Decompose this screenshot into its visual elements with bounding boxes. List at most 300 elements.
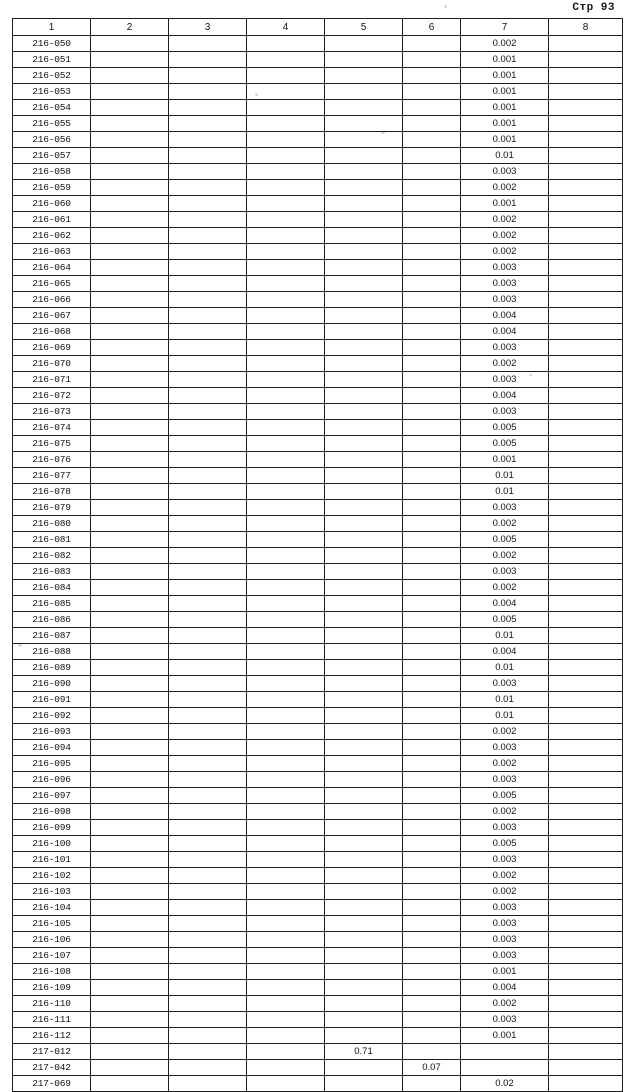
- table-row: [13, 772, 623, 788]
- table-cell: [403, 68, 461, 84]
- table-cell: [91, 356, 169, 372]
- table-cell: [91, 292, 169, 308]
- table-cell: [403, 788, 461, 804]
- table-cell: [403, 692, 461, 708]
- table-cell: [169, 548, 247, 564]
- row-id-cell: 216-076: [13, 452, 91, 468]
- table-row: [13, 308, 623, 324]
- table-cell: [247, 740, 325, 756]
- table-cell: [403, 388, 461, 404]
- table-row: [13, 420, 623, 436]
- table-cell: [403, 852, 461, 868]
- table-cell: [247, 36, 325, 52]
- table-cell: [247, 724, 325, 740]
- table-cell: [403, 612, 461, 628]
- table-cell: [403, 420, 461, 436]
- table-cell: [325, 1076, 403, 1092]
- measurements-table: [12, 18, 623, 1092]
- row-id-cell: 216-082: [13, 548, 91, 564]
- table-cell: [247, 308, 325, 324]
- table-row: [13, 980, 623, 996]
- table-cell: [549, 532, 623, 548]
- table-cell: [403, 308, 461, 324]
- row-id-cell: 217-012: [13, 1044, 91, 1060]
- table-cell: [247, 628, 325, 644]
- table-cell: [247, 452, 325, 468]
- table-cell: [247, 644, 325, 660]
- table-cell: [325, 772, 403, 788]
- table-cell: [247, 100, 325, 116]
- table-cell: [549, 212, 623, 228]
- table-cell: [247, 1028, 325, 1044]
- table-cell: [403, 148, 461, 164]
- table-cell: [403, 100, 461, 116]
- table-cell: [91, 244, 169, 260]
- table-cell: [91, 212, 169, 228]
- table-cell: [247, 500, 325, 516]
- table-cell: [403, 1028, 461, 1044]
- table-cell: 0.003: [461, 164, 549, 180]
- table-cell: 0.003: [461, 260, 549, 276]
- table-cell: [247, 324, 325, 340]
- table-cell: [403, 868, 461, 884]
- table-cell: [403, 452, 461, 468]
- table-cell: [549, 68, 623, 84]
- table-cell: [91, 788, 169, 804]
- table-cell: 0.01: [461, 692, 549, 708]
- row-id-cell: 216-060: [13, 196, 91, 212]
- table-row: [13, 276, 623, 292]
- row-id-cell: 216-093: [13, 724, 91, 740]
- table-cell: [91, 196, 169, 212]
- table-cell: [403, 260, 461, 276]
- table-cell: [325, 356, 403, 372]
- table-cell: [549, 740, 623, 756]
- table-cell: 0.005: [461, 436, 549, 452]
- table-cell: [247, 996, 325, 1012]
- table-row: [13, 388, 623, 404]
- table-cell: [403, 996, 461, 1012]
- table-cell: [325, 452, 403, 468]
- row-id-cell: 216-085: [13, 596, 91, 612]
- table-row: [13, 644, 623, 660]
- table-row: [13, 884, 623, 900]
- table-cell: [325, 900, 403, 916]
- table-row: [13, 244, 623, 260]
- row-id-cell: 216-104: [13, 900, 91, 916]
- table-cell: [325, 804, 403, 820]
- table-cell: [91, 916, 169, 932]
- table-cell: 0.71: [325, 1044, 403, 1060]
- table-row: [13, 180, 623, 196]
- table-cell: [247, 932, 325, 948]
- table-row: [13, 900, 623, 916]
- table-cell: [549, 788, 623, 804]
- table-cell: 0.002: [461, 244, 549, 260]
- table-cell: [91, 1076, 169, 1092]
- table-cell: [247, 356, 325, 372]
- table-cell: [325, 1060, 403, 1076]
- table-cell: [169, 948, 247, 964]
- column-header-6: 6: [403, 19, 461, 36]
- table-cell: [549, 84, 623, 100]
- table-cell: [169, 308, 247, 324]
- table-cell: [403, 756, 461, 772]
- table-cell: [247, 788, 325, 804]
- table-cell: [169, 84, 247, 100]
- row-id-cell: 216-089: [13, 660, 91, 676]
- table-cell: [549, 308, 623, 324]
- row-id-cell: 216-098: [13, 804, 91, 820]
- table-cell: [91, 772, 169, 788]
- table-cell: [169, 340, 247, 356]
- table-row: [13, 948, 623, 964]
- table-cell: [91, 500, 169, 516]
- table-cell: [247, 612, 325, 628]
- table-cell: [549, 676, 623, 692]
- table-cell: [247, 340, 325, 356]
- table-cell: [247, 884, 325, 900]
- table-cell: 0.003: [461, 372, 549, 388]
- table-cell: [325, 420, 403, 436]
- table-cell: [325, 580, 403, 596]
- table-row: [13, 532, 623, 548]
- table-cell: [325, 628, 403, 644]
- table-cell: [325, 676, 403, 692]
- table-cell: [403, 836, 461, 852]
- table-cell: [549, 244, 623, 260]
- table-row: [13, 692, 623, 708]
- table-cell: [403, 116, 461, 132]
- table-cell: [403, 1012, 461, 1028]
- table-cell: 0.003: [461, 1012, 549, 1028]
- table-cell: [549, 564, 623, 580]
- table-cell: [549, 644, 623, 660]
- table-cell: 0.001: [461, 964, 549, 980]
- row-id-cell: 216-071: [13, 372, 91, 388]
- table-cell: [91, 996, 169, 1012]
- table-cell: [549, 516, 623, 532]
- table-cell: [169, 1060, 247, 1076]
- table-cell: [549, 484, 623, 500]
- table-cell: 0.003: [461, 292, 549, 308]
- table-cell: 0.003: [461, 900, 549, 916]
- table-cell: [91, 436, 169, 452]
- table-cell: [91, 148, 169, 164]
- table-cell: [169, 52, 247, 68]
- table-cell: [325, 1012, 403, 1028]
- table-row: [13, 1012, 623, 1028]
- page-number-label: Стр 93: [572, 2, 615, 14]
- table-cell: 0.002: [461, 516, 549, 532]
- table-row: [13, 820, 623, 836]
- table-cell: [247, 436, 325, 452]
- row-id-cell: 216-083: [13, 564, 91, 580]
- table-cell: [169, 1012, 247, 1028]
- table-cell: [169, 868, 247, 884]
- table-cell: 0.001: [461, 196, 549, 212]
- table-cell: 0.001: [461, 68, 549, 84]
- table-cell: 0.001: [461, 116, 549, 132]
- table-cell: [247, 468, 325, 484]
- table-cell: [91, 372, 169, 388]
- table-cell: 0.004: [461, 644, 549, 660]
- table-row: [13, 836, 623, 852]
- table-cell: [91, 68, 169, 84]
- table-cell: [247, 836, 325, 852]
- table-cell: [403, 804, 461, 820]
- table-cell: [325, 340, 403, 356]
- table-cell: [549, 1060, 623, 1076]
- row-id-cell: 216-092: [13, 708, 91, 724]
- table-cell: [91, 708, 169, 724]
- table-row: [13, 500, 623, 516]
- table-cell: 0.01: [461, 708, 549, 724]
- table-cell: [325, 36, 403, 52]
- table-cell: [549, 276, 623, 292]
- table-cell: 0.005: [461, 788, 549, 804]
- table-cell: [325, 660, 403, 676]
- row-id-cell: 216-087: [13, 628, 91, 644]
- table-cell: [403, 324, 461, 340]
- table-cell: [169, 708, 247, 724]
- table-cell: [403, 628, 461, 644]
- table-cell: [325, 516, 403, 532]
- table-cell: [403, 500, 461, 516]
- row-id-cell: 216-112: [13, 1028, 91, 1044]
- column-header-7: 7: [461, 19, 549, 36]
- row-id-cell: 216-080: [13, 516, 91, 532]
- table-cell: [325, 996, 403, 1012]
- row-id-cell: 216-064: [13, 260, 91, 276]
- table-row: [13, 596, 623, 612]
- row-id-cell: 216-072: [13, 388, 91, 404]
- table-row: [13, 116, 623, 132]
- table-cell: 0.001: [461, 84, 549, 100]
- table-cell: [247, 164, 325, 180]
- table-cell: [325, 788, 403, 804]
- table-cell: [169, 100, 247, 116]
- table-cell: [549, 612, 623, 628]
- row-id-cell: 216-101: [13, 852, 91, 868]
- table-row: [13, 516, 623, 532]
- table-cell: [549, 436, 623, 452]
- table-row: [13, 852, 623, 868]
- table-cell: [247, 708, 325, 724]
- column-header-3: 3: [169, 19, 247, 36]
- row-id-cell: 216-056: [13, 132, 91, 148]
- table-cell: [91, 1012, 169, 1028]
- table-cell: [403, 132, 461, 148]
- table-cell: [325, 964, 403, 980]
- table-cell: [325, 708, 403, 724]
- table-cell: [169, 884, 247, 900]
- table-cell: [549, 820, 623, 836]
- table-cell: [91, 548, 169, 564]
- table-cell: 0.01: [461, 484, 549, 500]
- table-cell: [325, 916, 403, 932]
- table-row: [13, 756, 623, 772]
- table-cell: [169, 964, 247, 980]
- table-row: [13, 676, 623, 692]
- table-cell: [91, 980, 169, 996]
- table-row: [13, 580, 623, 596]
- table-cell: [403, 884, 461, 900]
- table-row: [13, 564, 623, 580]
- table-cell: [91, 452, 169, 468]
- table-cell: [403, 436, 461, 452]
- table-cell: [403, 564, 461, 580]
- table-cell: [91, 484, 169, 500]
- table-row: [13, 996, 623, 1012]
- table-cell: [403, 580, 461, 596]
- table-cell: [169, 452, 247, 468]
- table-cell: [325, 84, 403, 100]
- table-cell: [549, 756, 623, 772]
- table-row: [13, 740, 623, 756]
- table-cell: [549, 580, 623, 596]
- table-cell: [169, 804, 247, 820]
- table-cell: [91, 132, 169, 148]
- table-cell: [247, 548, 325, 564]
- row-id-cell: 216-073: [13, 404, 91, 420]
- table-cell: [91, 100, 169, 116]
- table-cell: [169, 644, 247, 660]
- row-id-cell: 216-068: [13, 324, 91, 340]
- table-cell: [549, 468, 623, 484]
- table-cell: [169, 852, 247, 868]
- table-cell: [91, 692, 169, 708]
- table-cell: [91, 964, 169, 980]
- table-row: [13, 36, 623, 52]
- table-row: [13, 964, 623, 980]
- table-cell: [91, 276, 169, 292]
- table-cell: [91, 388, 169, 404]
- table-cell: 0.005: [461, 420, 549, 436]
- table-cell: [325, 756, 403, 772]
- table-cell: [247, 980, 325, 996]
- table-cell: 0.003: [461, 932, 549, 948]
- table-cell: [549, 836, 623, 852]
- table-cell: [169, 836, 247, 852]
- row-id-cell: 216-088: [13, 644, 91, 660]
- table-cell: [91, 932, 169, 948]
- table-cell: [247, 228, 325, 244]
- table-cell: [91, 612, 169, 628]
- table-cell: 0.003: [461, 852, 549, 868]
- table-cell: [91, 1060, 169, 1076]
- table-cell: [247, 132, 325, 148]
- table-row: [13, 916, 623, 932]
- table-cell: [403, 820, 461, 836]
- table-cell: [91, 836, 169, 852]
- row-id-cell: 217-069: [13, 1076, 91, 1092]
- table-row: [13, 708, 623, 724]
- table-cell: [549, 324, 623, 340]
- table-cell: 0.004: [461, 980, 549, 996]
- table-cell: [549, 868, 623, 884]
- table-cell: [325, 180, 403, 196]
- table-cell: 0.001: [461, 52, 549, 68]
- table-cell: 0.003: [461, 276, 549, 292]
- table-cell: [247, 116, 325, 132]
- table-row: [13, 340, 623, 356]
- table-cell: [169, 132, 247, 148]
- table-cell: [169, 820, 247, 836]
- row-id-cell: 216-105: [13, 916, 91, 932]
- table-cell: [403, 484, 461, 500]
- table-cell: [91, 468, 169, 484]
- table-cell: 0.004: [461, 308, 549, 324]
- table-cell: [549, 388, 623, 404]
- table-cell: [169, 388, 247, 404]
- table-cell: [325, 740, 403, 756]
- table-cell: [169, 164, 247, 180]
- row-id-cell: 216-103: [13, 884, 91, 900]
- table-cell: [403, 212, 461, 228]
- table-cell: [91, 820, 169, 836]
- table-cell: [247, 388, 325, 404]
- table-cell: [91, 724, 169, 740]
- table-cell: [169, 356, 247, 372]
- row-id-cell: 216-053: [13, 84, 91, 100]
- table-cell: [169, 980, 247, 996]
- table-cell: [169, 772, 247, 788]
- table-cell: [325, 324, 403, 340]
- table-cell: [169, 724, 247, 740]
- table-cell: [169, 564, 247, 580]
- table-cell: [169, 244, 247, 260]
- row-id-cell: 216-055: [13, 116, 91, 132]
- table-cell: 0.002: [461, 36, 549, 52]
- table-cell: [169, 1076, 247, 1092]
- table-cell: [325, 436, 403, 452]
- table-cell: 0.001: [461, 132, 549, 148]
- table-cell: 0.002: [461, 180, 549, 196]
- table-cell: [549, 1076, 623, 1092]
- table-row: [13, 228, 623, 244]
- table-cell: [169, 260, 247, 276]
- table-cell: [91, 420, 169, 436]
- table-cell: [325, 644, 403, 660]
- table-cell: [403, 228, 461, 244]
- table-cell: [325, 388, 403, 404]
- table-cell: [325, 932, 403, 948]
- table-cell: [169, 580, 247, 596]
- table-cell: [549, 132, 623, 148]
- table-cell: [325, 820, 403, 836]
- table-cell: [91, 36, 169, 52]
- table-cell: [91, 676, 169, 692]
- table-cell: 0.003: [461, 340, 549, 356]
- table-cell: [325, 724, 403, 740]
- table-cell: [91, 308, 169, 324]
- table-cell: [325, 292, 403, 308]
- table-cell: 0.003: [461, 740, 549, 756]
- table-cell: [549, 148, 623, 164]
- table-cell: [403, 708, 461, 724]
- table-cell: [325, 884, 403, 900]
- row-id-cell: 216-067: [13, 308, 91, 324]
- table-row: [13, 932, 623, 948]
- table-cell: [91, 868, 169, 884]
- column-header-5: 5: [325, 19, 403, 36]
- row-id-cell: 216-108: [13, 964, 91, 980]
- table-cell: [325, 260, 403, 276]
- table-cell: [403, 948, 461, 964]
- table-cell: [247, 68, 325, 84]
- row-id-cell: 216-061: [13, 212, 91, 228]
